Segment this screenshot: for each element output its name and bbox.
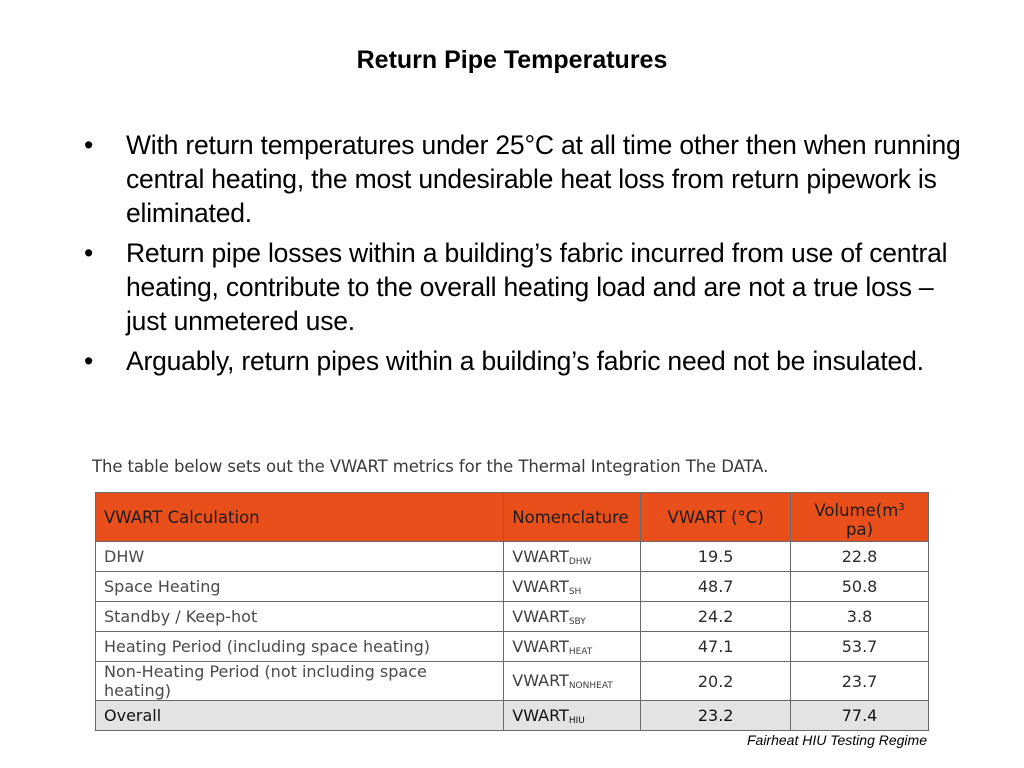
- row-calculation: Overall: [96, 701, 504, 731]
- table-header-row: [96, 493, 929, 542]
- header-nomenclature: Nomenclature: [504, 493, 641, 542]
- nom-text: VWART: [512, 705, 569, 725]
- row-volume: 23.7: [791, 662, 929, 701]
- table-row-overall: [96, 701, 929, 731]
- row-nomenclature: [504, 701, 641, 731]
- header-calculation: VWART Calculation: [96, 493, 504, 542]
- row-nomenclature: [504, 632, 641, 662]
- nom-subscript: HIU: [568, 715, 585, 726]
- nom-subscript: HEAT: [568, 646, 593, 657]
- table-row: [96, 662, 929, 701]
- header-volume: [791, 493, 929, 542]
- bullet-dot-icon: •: [84, 238, 94, 268]
- nom-subscript: NONHEAT: [568, 681, 613, 691]
- row-volume: 53.7: [791, 632, 929, 662]
- nom-subscript: SH: [568, 586, 582, 597]
- table-row: [96, 542, 929, 572]
- row-nomenclature: [504, 662, 641, 701]
- nom-text: VWART: [512, 671, 569, 690]
- table-row: [96, 632, 929, 662]
- footer-source: Fairheat HIU Testing Regime: [746, 732, 927, 748]
- header-vwart: VWART (°C): [641, 493, 791, 542]
- table-row: [96, 572, 929, 602]
- row-vwart: 19.5: [641, 542, 791, 572]
- header-volume-text: Volume(m: [814, 501, 899, 520]
- row-vwart: 47.1: [641, 632, 791, 662]
- nom-text: VWART: [512, 636, 569, 656]
- bullet-text: With return temperatures under 25°C at all time other then when running central heating, the most undesirable heat loss from return pipework is eliminated.: [126, 130, 961, 228]
- row-nomenclature: [504, 602, 641, 632]
- bullet-item: [84, 128, 974, 230]
- bullet-text: Arguably, return pipes within a building’s fabric need not be insulated.: [126, 346, 924, 376]
- nom-text: VWART: [512, 606, 569, 626]
- row-calculation: Standby / Keep-hot: [96, 602, 504, 632]
- bullet-dot-icon: •: [84, 130, 94, 160]
- row-vwart: 48.7: [641, 572, 791, 602]
- vwart-table: [95, 492, 929, 731]
- row-vwart: 23.2: [641, 701, 791, 731]
- table-caption: The table below sets out the VWART metrics for the Thermal Integration The DATA.: [92, 457, 769, 476]
- bullet-item: [84, 236, 974, 338]
- header-volume-suffix: pa): [846, 520, 874, 539]
- row-volume: 77.4: [791, 701, 929, 731]
- row-nomenclature: [504, 572, 641, 602]
- table-row: [96, 602, 929, 632]
- bullet-text: Return pipe losses within a building’s fabric incurred from use of central heating, contribute to the overall heating load and are not a true loss – just unmetered use.: [126, 238, 948, 336]
- row-calculation: Space Heating: [96, 572, 504, 602]
- header-volume-sup: 3: [898, 502, 905, 513]
- row-calculation: Heating Period (including space heating): [96, 632, 504, 662]
- row-vwart: 20.2: [641, 662, 791, 701]
- row-volume: 3.8: [791, 602, 929, 632]
- row-vwart: 24.2: [641, 602, 791, 632]
- row-nomenclature: [504, 542, 641, 572]
- nom-subscript: SBY: [568, 616, 586, 627]
- nom-subscript: DHW: [568, 556, 592, 567]
- bullet-dot-icon: •: [84, 346, 94, 376]
- row-calculation: DHW: [96, 542, 504, 572]
- slide-title: Return Pipe Temperatures: [356, 46, 668, 74]
- nom-text: VWART: [512, 576, 569, 596]
- bullet-list: [84, 128, 974, 384]
- row-calculation: Non-Heating Period (not including space heating): [96, 662, 504, 701]
- nom-text: VWART: [512, 546, 569, 566]
- bullet-item: [84, 344, 974, 378]
- row-volume: 22.8: [791, 542, 929, 572]
- row-volume: 50.8: [791, 572, 929, 602]
